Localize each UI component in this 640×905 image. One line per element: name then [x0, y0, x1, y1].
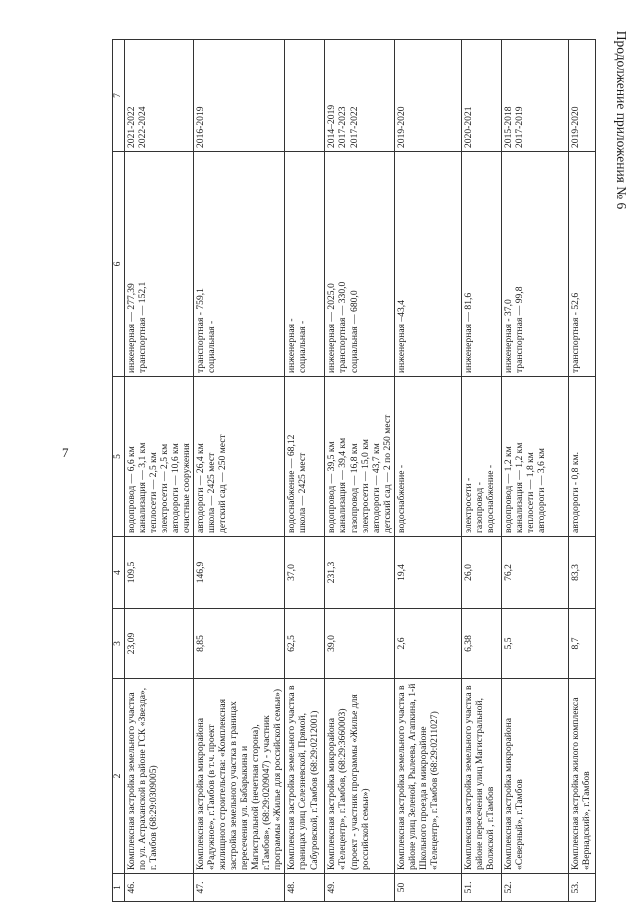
projects-table [112, 39, 596, 902]
project-name: Комплексная застройка земельного участка в границах улиц Селезневской, Прямой, Сабуровской, г.Тамбов (68:29:0212001) [285, 679, 325, 874]
row-number: 49. [325, 874, 394, 902]
header-cell-3: 3 [113, 609, 125, 679]
area-hectares: 2,6 [394, 609, 461, 679]
cost-item: транспортная — 152,1 [137, 281, 149, 373]
network-item: канализация — 1,2 км [513, 442, 525, 533]
table-row [125, 40, 194, 902]
header-row [113, 40, 125, 902]
network-item: электросети — 15,0 км [359, 439, 371, 533]
network-item: теплосети — 1,8 км [524, 452, 536, 533]
table-frame [112, 40, 592, 902]
table-row [194, 40, 285, 902]
table-row [501, 40, 568, 902]
table-row [285, 40, 325, 902]
network-item: газопровод — 16,8 км [348, 443, 360, 533]
housing-area: 109,5 [125, 537, 194, 609]
network-item: водоснабжение - [484, 464, 496, 533]
network-item: автодороги — 10,6 км [170, 443, 182, 533]
infrastructure-networks [194, 377, 285, 537]
cost-item: социальная — 680,0 [348, 290, 360, 373]
cost-item: транспортная - 759,1 [195, 288, 207, 373]
network-item: водоснабжение — 68,12 [286, 434, 298, 533]
network-item: водопровод — 1,2 км [502, 446, 514, 533]
cost-item: транспортная — 330,0 [337, 281, 349, 373]
network-item: водопровод — 39,5 км [326, 441, 338, 533]
page-number: 7 [62, 445, 69, 460]
area-hectares: 8,7 [568, 609, 595, 679]
area-hectares: 62,5 [285, 609, 325, 679]
area-hectares: 5,5 [501, 609, 568, 679]
header-cell-5: 5 [113, 377, 125, 537]
table-row [461, 40, 501, 902]
row-number: 52. [501, 874, 568, 902]
project-name: Комплексная застройка микрорайона «Телецентр», г.Тамбов, (68:29:3660003) (проект - участник программы «Жилье для российской семьи») [325, 679, 394, 874]
header-cell-7: 7 [113, 40, 125, 152]
project-name: Комплексная застройка земельного участка в районе пересечения улиц Магистральной, Волжской , г.Тамбов [461, 679, 501, 874]
housing-area: 83,3 [568, 537, 595, 609]
year-item: 2017-2022 [348, 106, 360, 148]
row-number: 46. [125, 874, 194, 902]
housing-area: 146,9 [194, 537, 285, 609]
cost-item: инженерная — 277,39 [126, 283, 137, 373]
infrastructure-costs [285, 152, 325, 377]
network-item: теплосети — 2,5 км [148, 452, 160, 533]
cost-item: социальная - [297, 320, 309, 373]
row-number: 48. [285, 874, 325, 902]
network-item: водоснабжение - [395, 464, 407, 533]
header-cell-4: 4 [113, 537, 125, 609]
area-hectares: 23,09 [125, 609, 194, 679]
year-item: 2021-2022 [126, 106, 137, 148]
project-name: Комплексная застройка микрорайона «Северный», г.Тамбов [501, 679, 568, 874]
infrastructure-networks [501, 377, 568, 537]
network-item: водопровод — 6,6 км [126, 446, 137, 533]
row-number: 47. [194, 874, 285, 902]
implementation-years [325, 40, 394, 152]
table-row [394, 40, 461, 902]
infrastructure-costs [394, 152, 461, 377]
table-row [325, 40, 394, 902]
project-name: Комплексная застройка жилого комплекса «Вернадский», г.Тамбов [568, 679, 595, 874]
appendix-header [608, 0, 638, 905]
infrastructure-costs [125, 152, 194, 377]
infrastructure-networks [325, 377, 394, 537]
year-item: 2017-2019 [513, 106, 525, 148]
table-body [125, 40, 596, 902]
implementation-years [461, 40, 501, 152]
network-item: детский сад — 250 мест [217, 434, 229, 533]
year-item: 2014–2019 [326, 104, 338, 148]
network-item: газопровод - [473, 482, 485, 533]
network-item: электросети — 2,5 км [159, 443, 171, 533]
housing-area: 37,0 [285, 537, 325, 609]
network-item: автодороги - 0,8 км. [569, 452, 581, 533]
housing-area: 19,4 [394, 537, 461, 609]
cost-item: инженерная - [286, 318, 298, 373]
year-item: 2020-2021 [462, 106, 474, 148]
housing-area: 26,0 [461, 537, 501, 609]
cost-item: инженерная –43,4 [395, 299, 407, 373]
network-item: школа — 2425 мест [206, 452, 218, 533]
project-name: Комплексная застройка земельного участка в районе улиц Зеленой, Рылеева, Агапкина, 1-й Школьного проезда в микрорайоне «Телецентр», г.Тамбов (68:29:0211027) [394, 679, 461, 874]
year-item: 2022-2024 [137, 106, 149, 148]
year-item: 2015-2018 [502, 106, 514, 148]
infrastructure-networks [394, 377, 461, 537]
appendix-title: Продолжение приложения № 6 [614, 30, 629, 210]
network-item: очистные сооружения [181, 443, 193, 533]
cost-item: транспортная — 99,8 [513, 286, 525, 373]
implementation-years [194, 40, 285, 152]
project-name: Комплексная застройка микрорайона «Радужное», г.Тамбов (в т.ч. проект жилищного строительства: «Комплексная застройка земельного участка в границах пересечения ул. Бабарыкина и Магистральной (нечетная сторона), г.Тамбов», (68:29:0209047) - участник программы «Жилье для российской семьи») [194, 679, 285, 874]
area-hectares: 8,85 [194, 609, 285, 679]
project-name: Комплексная застройка земельного участка по ул. Астраханской в районе ГСК «Звезда», г. Тамбов (68:29:0309005) [125, 679, 194, 874]
network-item: автодороги — 3,6 км [535, 448, 547, 533]
implementation-years [568, 40, 595, 152]
network-item: детский сад — 2 по 250 мест [381, 414, 393, 533]
implementation-years [285, 40, 325, 152]
network-item: автодороги — 26,4 км [195, 443, 207, 533]
network-item: электросети - [462, 477, 474, 533]
year-item: 2019-2020 [395, 106, 407, 148]
implementation-years [394, 40, 461, 152]
rotated-table-container [112, 40, 592, 902]
infrastructure-networks [125, 377, 194, 537]
area-hectares: 6,38 [461, 609, 501, 679]
infrastructure-costs [461, 152, 501, 377]
year-item: 2019-2020 [569, 106, 581, 148]
infrastructure-costs [568, 152, 595, 377]
year-item: 2017-2023 [337, 106, 349, 148]
network-item: автодороги — 43,7 км [370, 443, 382, 533]
row-number: 50 [394, 874, 461, 902]
infrastructure-costs [501, 152, 568, 377]
housing-area: 231,3 [325, 537, 394, 609]
cost-item: транспортная - 52,6 [569, 292, 581, 373]
cost-item: социальная - [206, 320, 218, 373]
cost-item: инженерная — 81,6 [462, 292, 474, 373]
infrastructure-networks [568, 377, 595, 537]
table-row [568, 40, 595, 902]
network-item: школа — 2425 мест [297, 452, 309, 533]
implementation-years [125, 40, 194, 152]
network-item: канализация — 3,1 км [137, 442, 149, 533]
cost-item: инженерная - 37,0 [502, 299, 514, 373]
area-hectares: 39,0 [325, 609, 394, 679]
header-cell-2: 2 [113, 679, 125, 874]
infrastructure-costs [325, 152, 394, 377]
year-item: 2016-2019 [195, 106, 207, 148]
infrastructure-networks [285, 377, 325, 537]
header-cell-1: 1 [113, 874, 125, 902]
cost-item: инженерная — 2025,0 [326, 283, 338, 373]
implementation-years [501, 40, 568, 152]
row-number: 53. [568, 874, 595, 902]
infrastructure-costs [194, 152, 285, 377]
header-cell-6: 6 [113, 152, 125, 377]
network-item: канализация — 39,4 км [337, 437, 349, 533]
row-number: 51. [461, 874, 501, 902]
housing-area: 76,2 [501, 537, 568, 609]
infrastructure-networks [461, 377, 501, 537]
